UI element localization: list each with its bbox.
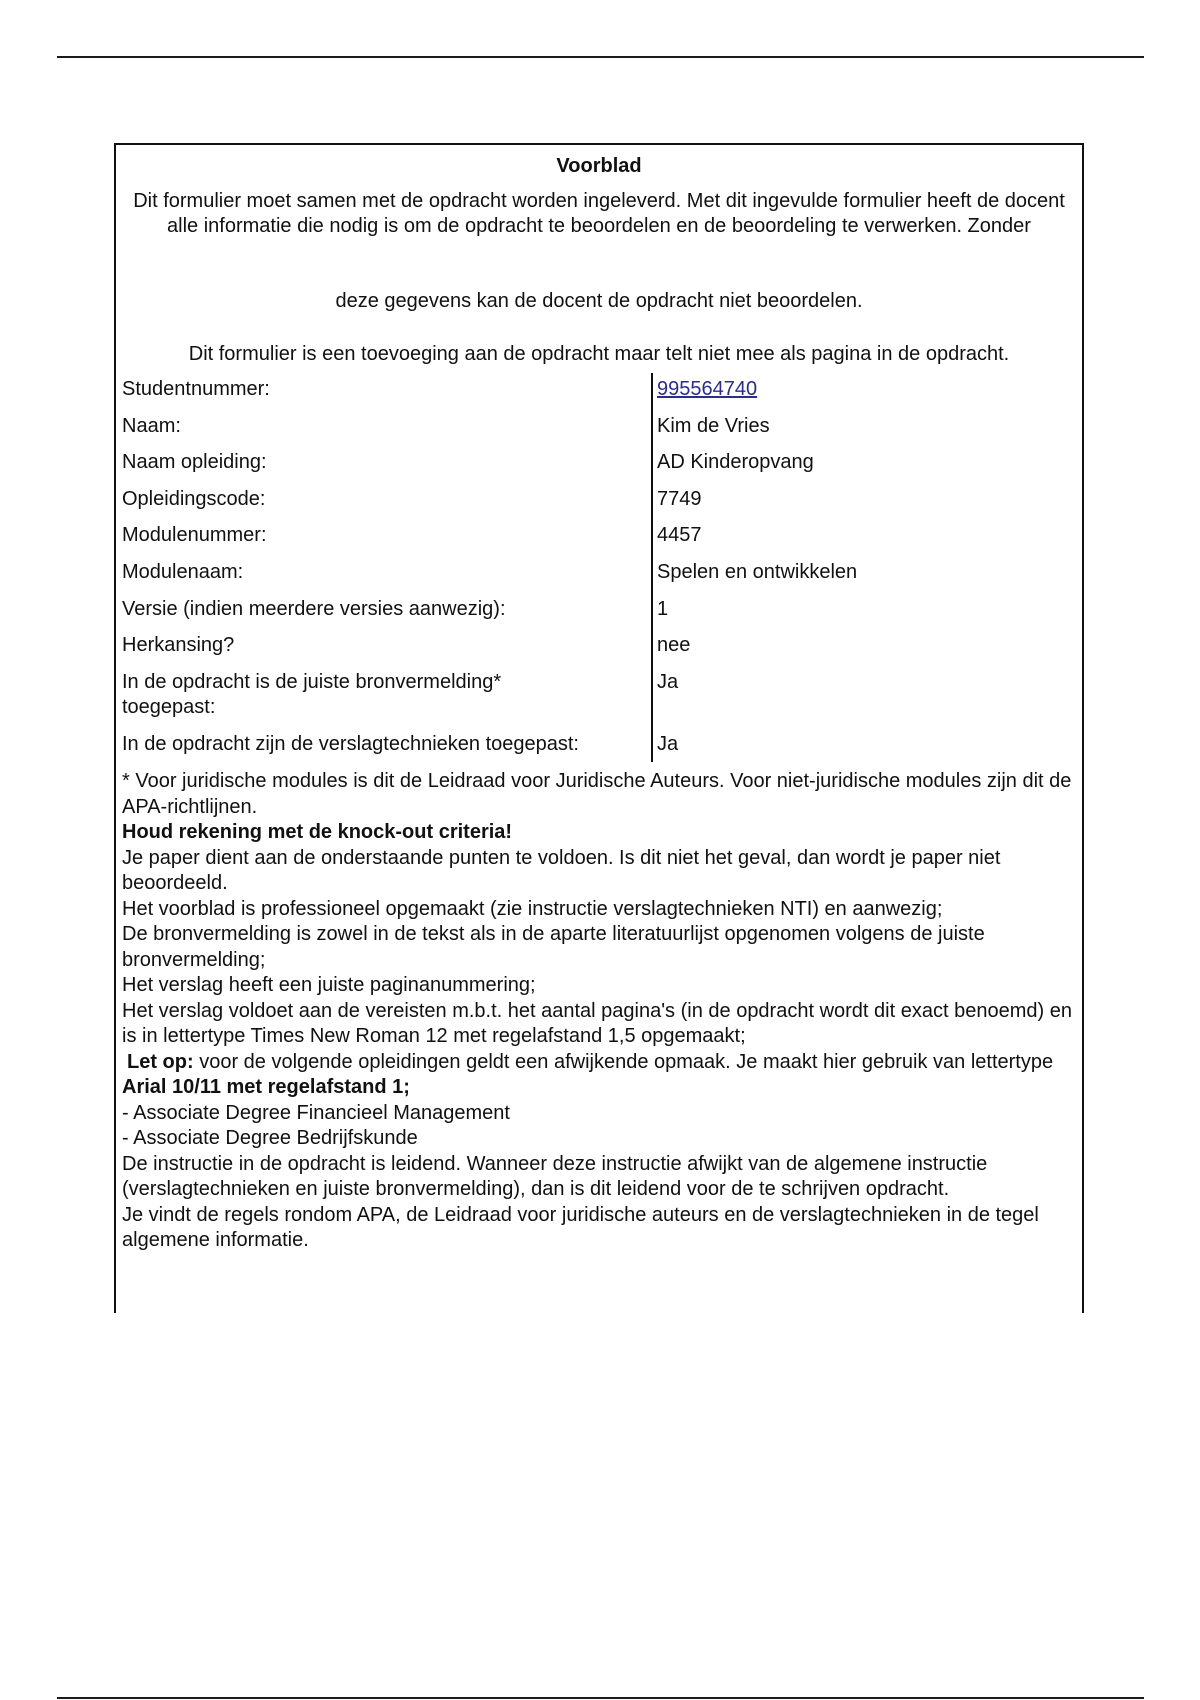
cover-sheet-form	[114, 143, 1084, 1313]
value-bronvermelding: Ja	[657, 671, 679, 693]
value-naam: Kim de Vries	[657, 415, 770, 437]
knockout-heading: Houd rekening met de knock-out criteria!	[122, 821, 513, 843]
criterion-page-count: Het verslag voldoet aan de vereisten m.b.t. het aantal pagina's (in de opdracht wordt dit exact benoemd) en is in lettertype Times New Roman 12 met regelafstand 1,5 opgemaakt;	[122, 999, 1072, 1047]
label-studentnummer: Studentnummer:	[122, 378, 270, 400]
label-naam: Naam:	[122, 415, 181, 437]
value-herkansing: nee	[657, 634, 691, 656]
criterion-references: De bronvermelding is zowel in de tekst als in de aparte literatuurlijst opgenomen volgens de juiste	[122, 923, 985, 945]
value-naam-opleiding: AD Kinderopvang	[657, 451, 814, 473]
value-studentnummer-link[interactable]: 995564740	[657, 378, 758, 400]
label-bronvermelding: In de opdracht is de juiste bronvermelding* toegepast:	[122, 671, 502, 718]
value-modulenummer: 4457	[657, 524, 702, 546]
notes-section	[122, 769, 1082, 1254]
instruction-paragraph: De instructie in de opdracht is leidend. Wanneer deze instructie afwijkt van de algemene instructie (verslagtechnieken en juiste bronvermelding), dan is dit leidend voor de te schrijven opdracht.	[122, 1152, 988, 1200]
label-versie: Versie (indien meerdere versies aanwezig):	[122, 598, 506, 620]
value-modulenaam: Spelen en ontwikkelen	[657, 561, 858, 583]
value-opleidingscode: 7749	[657, 488, 702, 510]
label-modulenummer: Modulenummer:	[122, 524, 267, 546]
rules-location-paragraph: Je vindt de regels rondom APA, de Leidraad voor juridische auteurs en de verslagtechnieken in de tegel algemene informatie.	[122, 1203, 1039, 1251]
label-herkansing: Herkansing?	[122, 634, 235, 656]
label-opleidingscode: Opleidingscode:	[122, 488, 266, 510]
knockout-intro: Je paper dient aan de onderstaande punten te voldoen. Is dit niet het geval, dan wordt je paper niet	[122, 846, 1001, 869]
label-modulenaam: Modulenaam:	[122, 561, 244, 583]
program-item: - Associate Degree Bedrijfskunde	[122, 1127, 418, 1149]
intro-line-2: deze gegevens kan de docent de opdracht niet beoordelen.	[335, 290, 863, 312]
criterion-references-end: bronvermelding;	[122, 948, 266, 971]
footer-rule	[57, 1697, 1144, 1699]
intro-line-3: Dit formulier is een toevoeging aan de opdracht maar telt niet mee als pagina in de opdracht.	[188, 343, 1010, 365]
letop-font-spec: Arial 10/11 met regelafstand 1;	[122, 1076, 410, 1098]
program-item: - Associate Degree Financieel Management	[122, 1101, 510, 1124]
label-verslagtechnieken: In de opdracht zijn de verslagtechnieken toegepast:	[122, 733, 579, 755]
criterion-page-numbering: Het verslag heeft een juiste paginanummering;	[122, 974, 536, 996]
intro-paragraph: Dit formulier moet samen met de opdracht worden ingeleverd. Met dit ingevulde formulier heeft de docent alle informatie die nodig is om de opdracht te beoordelen en de beoordeling te verwerken. Zonder	[133, 190, 1065, 237]
value-verslagtechnieken: Ja	[657, 733, 679, 755]
criterion-cover: Het voorblad is professioneel opgemaakt (zie instructie verslagtechnieken NTI) en aanwezig;	[122, 897, 943, 920]
letop-note	[122, 1050, 1082, 1101]
label-naam-opleiding: Naam opleiding:	[122, 451, 267, 473]
letop-label: Let op:	[127, 1050, 194, 1073]
letop-text: voor de volgende opleidingen geldt een afwijkende opmaak. Je maakt hier gebruik van lettertype	[193, 1050, 1054, 1073]
cover-title: Voorblad	[556, 155, 642, 177]
column-divider	[651, 373, 653, 762]
knockout-intro-end: beoordeeld.	[122, 872, 228, 894]
footnote: * Voor juridische modules is dit de Leidraad voor Juridische Auteurs. Voor niet-juridische modules zijn dit de APA-richtlijnen.	[122, 770, 1072, 818]
header-rule	[57, 56, 1144, 58]
value-versie: 1	[657, 598, 669, 620]
